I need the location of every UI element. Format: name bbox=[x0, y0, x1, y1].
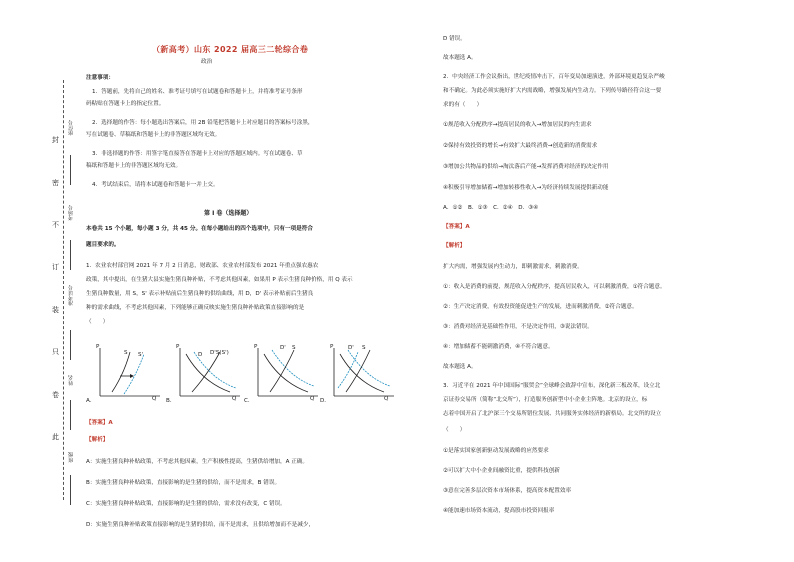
axis-label: P bbox=[254, 344, 258, 350]
answer-label: 【答案】A bbox=[86, 420, 113, 426]
question-line: 3．习近平在 2021 年中国国际“服贸会”全球峰会致辞中宣布，深化新三板改革，设立北 bbox=[443, 383, 661, 389]
notice-line: 稿纸和答题卡上的非答题区域均无效。 bbox=[86, 163, 182, 169]
margin-char: 此 bbox=[52, 433, 59, 441]
explain-line: ②：生产决定消费，有效投资能促进生产的发展，进而刺激消费，②符合题意。 bbox=[443, 304, 638, 310]
option-line: ①规范收入分配秩序→提高居民的收入→增加居民的内生需求 bbox=[443, 122, 592, 128]
question-line: 求的有（ ） bbox=[443, 102, 483, 108]
curve-label: S bbox=[124, 350, 128, 356]
name-label: 姓名 bbox=[68, 375, 74, 386]
margin-char: 订 bbox=[52, 263, 59, 271]
option-line: ③意在完善多层次资本市场体系，提高资本配置效率 bbox=[443, 488, 572, 494]
notice-line: 1．答题前，先将自己的姓名、准考证号填写在试题卷和答题卡上，并将准考证号条形 bbox=[92, 89, 303, 95]
axis-label: P bbox=[330, 344, 334, 350]
seat-number-line bbox=[70, 155, 71, 185]
question-line: 种的需求曲线，不考虑其他因素，下列能够正确反映实施生猪良种补贴政策直接影响的是 bbox=[86, 305, 305, 311]
explain-line: 扩大内需，增强发展内生动力，即刺激需求，刺激消费。 bbox=[443, 264, 583, 270]
page-subtitle: 政治 bbox=[201, 59, 213, 65]
admission-number-line bbox=[70, 330, 71, 360]
option-line: ②可以扩大中小企业间融资比重，提供科技创新 bbox=[443, 468, 560, 474]
option-line: ①是落实国家创新驱动发展战略的应然要求 bbox=[443, 448, 549, 454]
section-instruction: 题目要求的。 bbox=[86, 242, 120, 248]
admission-number-label: 准考证号 bbox=[68, 285, 74, 306]
notice-line: 3．非选择题的作答：用签字笔直接答在答题卡上对应的答题区域内。写在试题卷、草 bbox=[92, 151, 303, 157]
curve-label: D'S(S') bbox=[210, 350, 229, 356]
question-line: 京证券交易所（简称“北交所”），打造服务创新型中小企业主阵地。北京的设立，标 bbox=[443, 397, 648, 403]
explain-line: D：实施生猪良种补贴政策直接影响的是生猪的供给，而不是需求，且供给增加而不是减少， bbox=[86, 522, 315, 528]
axis-label: Q bbox=[310, 396, 315, 402]
option-line: ③增加公共物品的供给→淘汰落后产能→发挥消费对经济的决定作用 bbox=[443, 164, 609, 170]
notice-line: 4．考试结束后，请将本试题卷和答题卡一并上交。 bbox=[92, 182, 219, 188]
explain-line: C：实施生猪良种补贴政策，直接影响的是生猪的供给，需求没有改变，C 错误。 bbox=[86, 501, 286, 507]
curve-label: S bbox=[362, 345, 366, 351]
graph-c bbox=[250, 344, 320, 404]
page-title: （新高考）山东 2022 届高三二轮综合卷 bbox=[152, 45, 309, 54]
question-line: 生猪良种数量，用 S，S' 表示补贴前后生猪良种的供给曲线，用 D，D' 表示补贴前后生猪良 bbox=[86, 291, 314, 297]
axis-label: P bbox=[96, 344, 100, 350]
explain-line: ①：收入是消费的前提，规范收入分配秩序，提高居民收入，可以刺激消费，①符合题意。 bbox=[443, 284, 666, 290]
class-line bbox=[70, 475, 71, 505]
question-line: 2．中央经济工作会议指出，世纪疫情冲击下，百年变局加速演进，外部环境更趋复杂严峻 bbox=[443, 74, 665, 80]
axis-label: Q bbox=[232, 396, 237, 402]
axis-label: Q bbox=[152, 396, 157, 402]
option-line: ④积极引导增加储蓄→增加转移性收入→为经济持续发展提供新动能 bbox=[443, 185, 609, 191]
explain-line: B：实施生猪良种补贴政策，直接影响的是生猪的供给，而不是需求，B 错误。 bbox=[86, 480, 281, 486]
question-line: （ ） bbox=[86, 319, 109, 325]
notice-heading: 注意事项： bbox=[86, 75, 114, 81]
class-label: 班级 bbox=[68, 452, 74, 463]
explain-line: A：实施生猪良种补贴政策，不考虑其他因素，生产积极性提高，生猪供给增加，A 正确。 bbox=[86, 459, 308, 465]
option-label: D． bbox=[320, 398, 330, 404]
axis-label: Q bbox=[384, 396, 389, 402]
right-line: 故本题选 A。 bbox=[443, 55, 477, 61]
margin-char: 封 bbox=[52, 136, 59, 144]
notice-line: 码粘贴在答题卡上的指定位置。 bbox=[86, 101, 165, 107]
option-line: ②保持有效投资的增长→有效扩大最终消费→创造新的消费需求 bbox=[443, 143, 598, 149]
question-line: （ ） bbox=[443, 427, 466, 433]
question-line: 1．农业农村部官网 2021 年 7 月 2 日消息，财政部、农业农村部发布 2021 年重点强农惠农 bbox=[86, 263, 319, 269]
analysis-label: 【解析】 bbox=[86, 437, 109, 443]
margin-char: 密 bbox=[52, 179, 59, 187]
curve-label: S bbox=[292, 345, 296, 351]
curve-label: S' bbox=[138, 352, 144, 358]
option-line: ④能加速市场资本流动，提高股市投资回报率 bbox=[443, 508, 555, 514]
margin-char: 不 bbox=[52, 221, 59, 229]
curve-label: D bbox=[198, 352, 203, 358]
binding-line bbox=[63, 80, 64, 500]
exam-room-label: 考场号 bbox=[68, 205, 74, 221]
curve-label: D' bbox=[348, 345, 354, 351]
choices-line: A．①② B．①③ C．②④ D．③④ bbox=[443, 205, 539, 211]
name-line bbox=[70, 400, 71, 430]
axis-label: P bbox=[176, 344, 180, 350]
margin-char: 卷 bbox=[52, 391, 59, 399]
explain-line: 故本题选 A。 bbox=[443, 364, 477, 370]
answer-label: 【答案】A bbox=[443, 224, 470, 230]
notice-line: 2．选择题的作答：每小题选出答案后，用 2B 铅笔把答题卡上对应题目的答案标号涂黑， bbox=[92, 120, 314, 126]
question-line: 和不确定。为此必须实施好扩大内需战略，增强发展内生动力。下列传导路径符合这一要 bbox=[443, 88, 662, 94]
graph-b bbox=[172, 344, 242, 404]
analysis-label: 【解析】 bbox=[443, 243, 466, 249]
explain-line: ④：增加储蓄不能刺激消费，④不符合题意。 bbox=[443, 344, 554, 350]
seat-number-label: 座位号 bbox=[68, 120, 74, 136]
question-line: 志着中国开启了北沪深三个交易所错位发展、共同服务实体经济的新格局。北交所的设立 bbox=[443, 411, 662, 417]
option-label: C． bbox=[244, 398, 254, 404]
option-label: A． bbox=[86, 398, 96, 404]
notice-line: 写在试题卷、草稿纸和答题卡上的非答题区域均无效。 bbox=[86, 132, 221, 138]
margin-char: 装 bbox=[52, 306, 59, 314]
right-line: D 错误。 bbox=[443, 36, 466, 42]
curve-label: D' bbox=[280, 345, 286, 351]
explain-line: ③：消费对经济是基础性作用，不是决定作用，③说法错误。 bbox=[443, 324, 593, 330]
question-line: 政策，其中提出，在生猪大县实施生猪良种补贴，不考虑其他因素，如果用 P 表示生猪良种价格，用 Q 表示 bbox=[86, 277, 353, 283]
exam-room-line bbox=[70, 240, 71, 270]
section-title: 第 I 卷（选择题） bbox=[204, 210, 253, 217]
section-instruction: 本卷共 15 个小题，每小题 3 分，共 45 分。在每小题给出的四个选项中，只有一项是符合 bbox=[86, 226, 313, 232]
graph-d bbox=[326, 344, 396, 404]
option-label: B． bbox=[166, 398, 176, 404]
margin-char: 只 bbox=[52, 348, 59, 356]
